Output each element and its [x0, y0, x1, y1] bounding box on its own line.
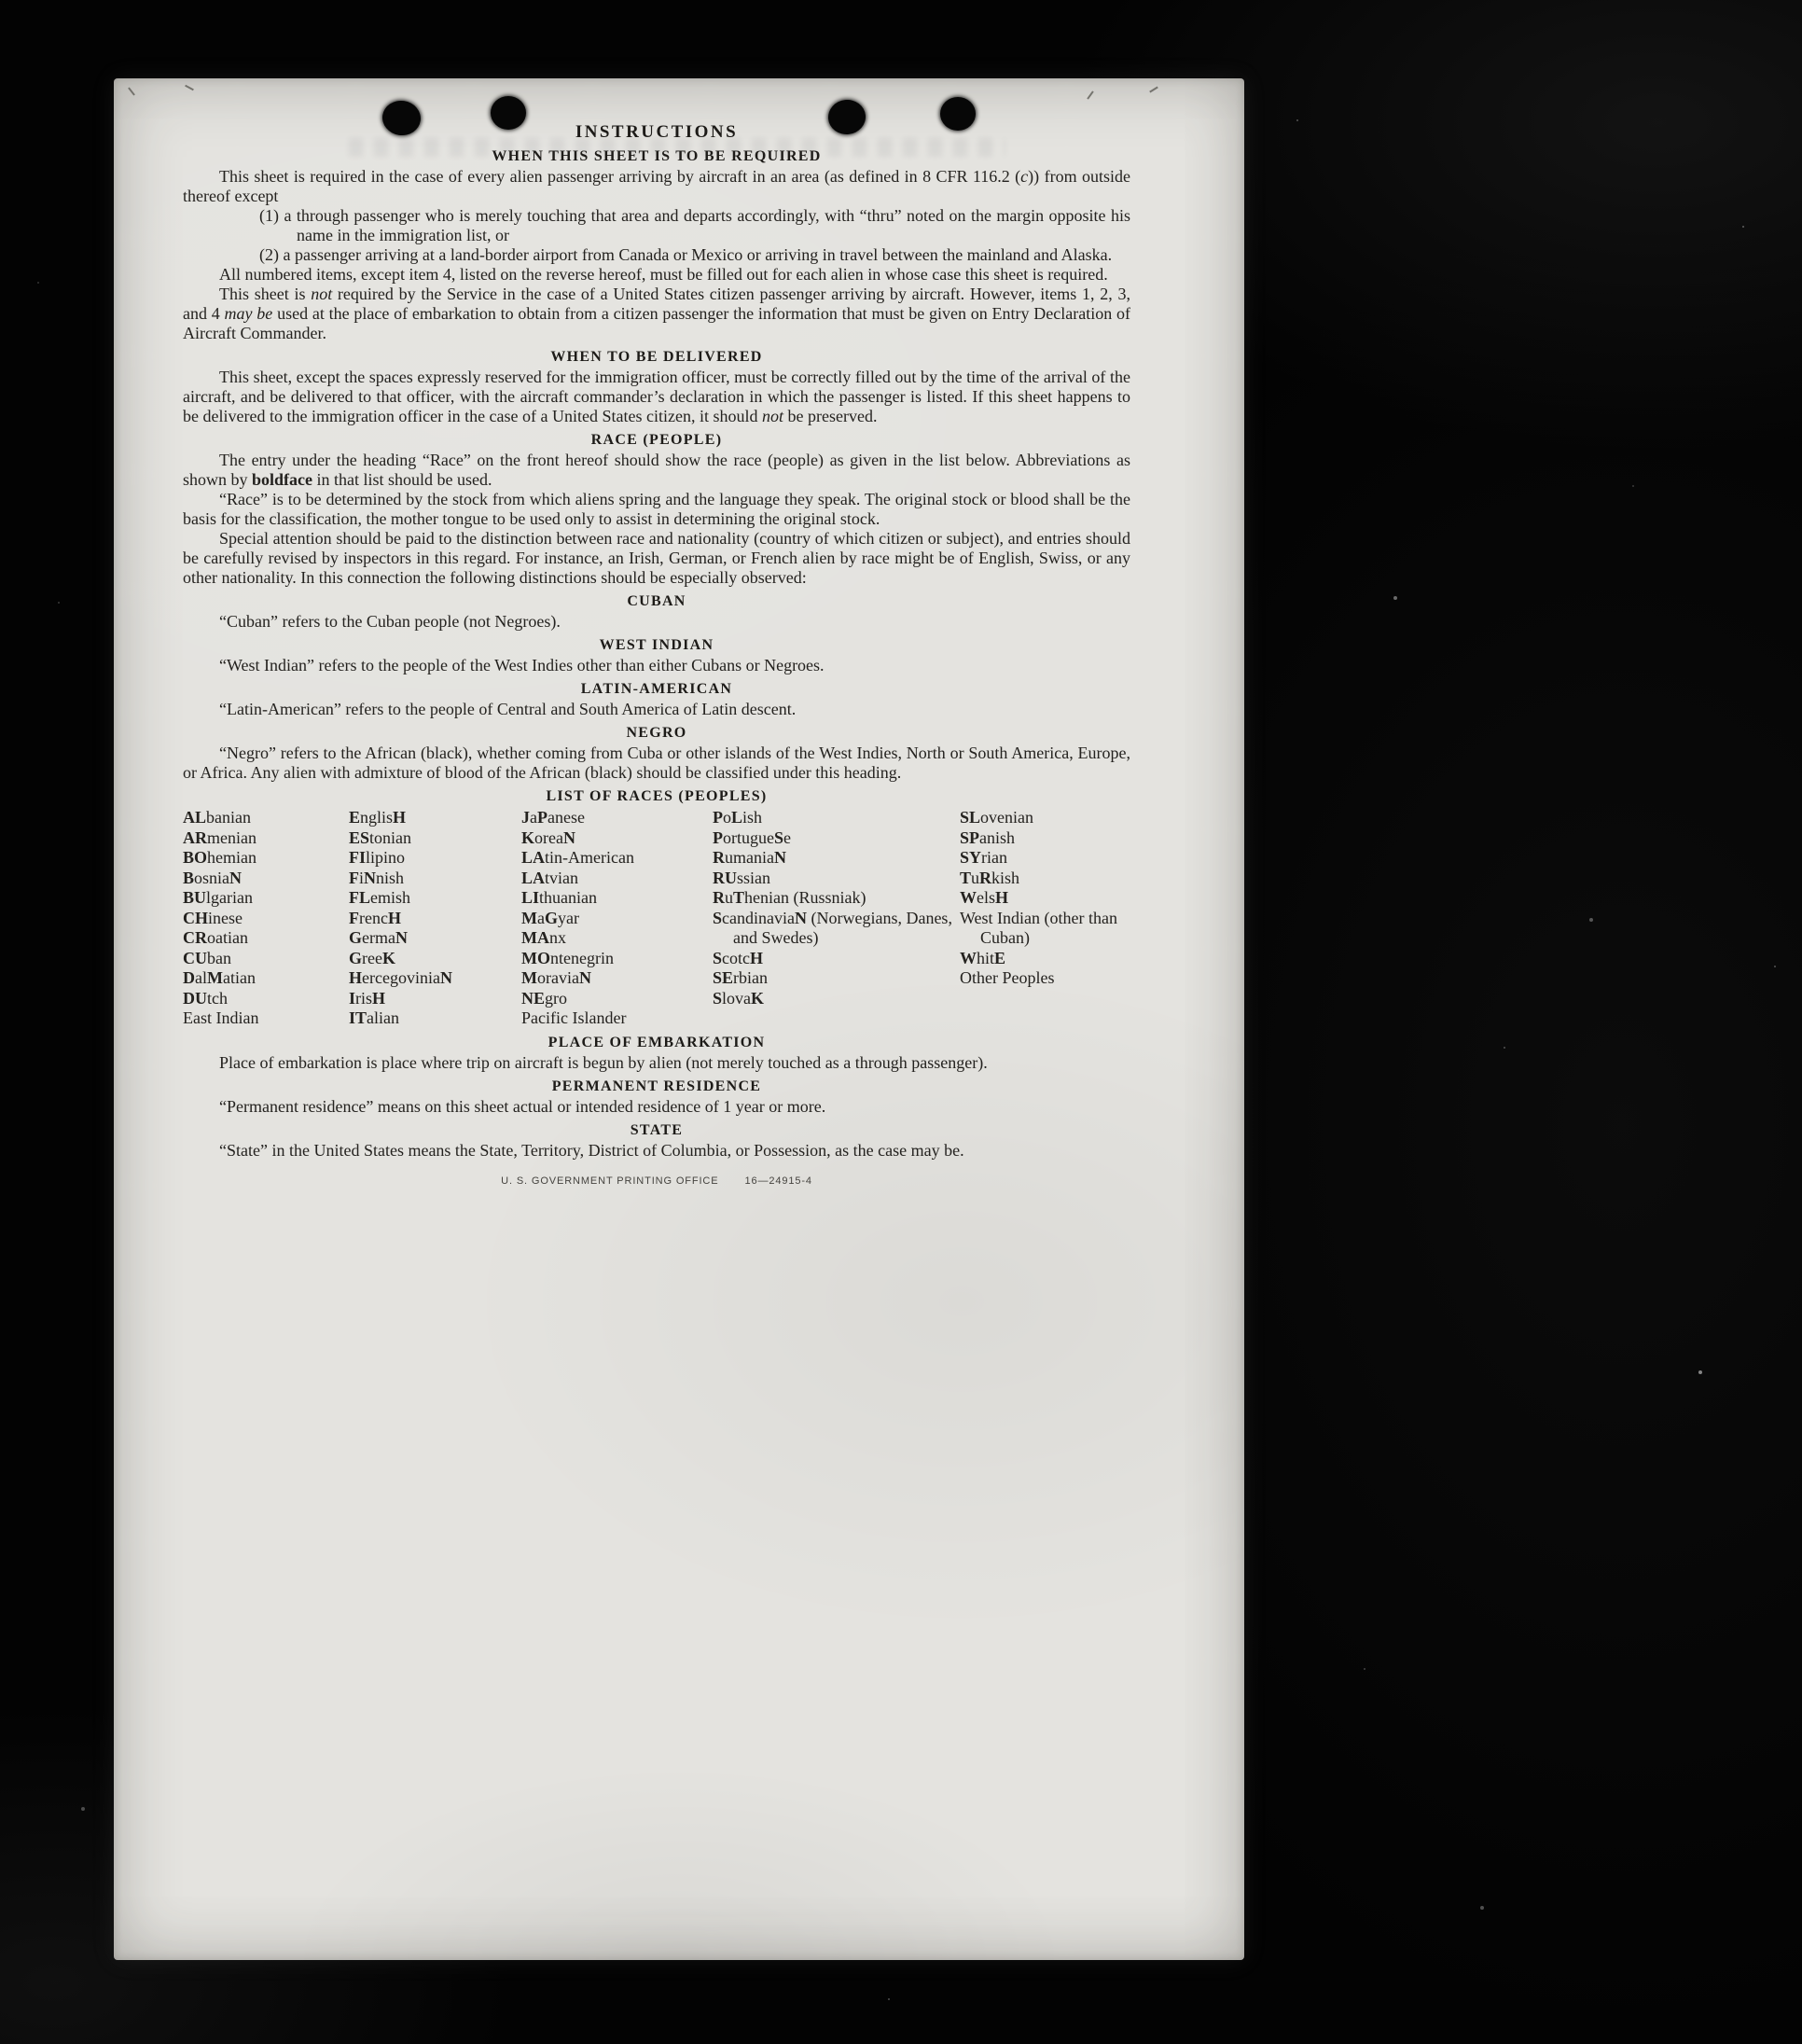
race-item: KoreaN: [521, 827, 575, 847]
race-item: SErbian: [713, 968, 769, 987]
race-item: Pacific Islander: [521, 1008, 627, 1027]
race-item: SYrian: [960, 848, 1007, 867]
race-item: DUtch: [183, 988, 228, 1008]
race-item: ALbanian: [183, 808, 251, 827]
paragraph: “State” in the United States means the State, Territory, District of Columbia, or Possession, as the case may be.: [219, 1140, 964, 1160]
document-sections: [183, 147, 1130, 1161]
race-item: ScotcH: [713, 948, 764, 967]
race-item: LIthuanian: [521, 888, 597, 907]
section-heading: PERMANENT RESIDENCE: [551, 1078, 762, 1094]
race-item: BUlgarian: [183, 888, 253, 907]
race-item: FrencH: [349, 908, 401, 927]
race-column: [349, 808, 521, 1029]
race-item: SlovaK: [713, 988, 765, 1008]
race-item: ITalian: [349, 1008, 399, 1027]
pen-mark: [1149, 87, 1158, 93]
race-item: SPanish: [960, 827, 1016, 847]
paragraph: “Negro” refers to the African (black), whether coming from Cuba or other islands of the West Indies, North or South America, Europe, or Africa. Any alien with admixture of blood of the African (black) should be classified under this heading.: [183, 744, 1130, 782]
race-item: NEgro: [521, 988, 568, 1008]
race-column: [521, 808, 713, 1029]
race-item: CHinese: [183, 908, 243, 927]
race-item: DalMatian: [183, 968, 256, 987]
race-item: EnglisH: [349, 808, 407, 827]
race-column: [183, 808, 349, 1029]
race-item: WhitE: [960, 948, 1006, 967]
race-item: East Indian: [183, 1008, 259, 1027]
race-item: JaPanese: [521, 808, 585, 827]
race-item: SLovenian: [960, 808, 1034, 827]
section-heading: WEST INDIAN: [599, 637, 714, 653]
race-list: [183, 808, 1130, 1029]
document-content: [183, 121, 1130, 1191]
paragraph: The entry under the heading “Race” on the front hereof should show the race (people) as given in the list below. Abbreviations as shown by boldface in that list should be used.: [183, 451, 1130, 489]
print-code-text: 16—24915-4: [744, 1175, 812, 1187]
numbered-item: (2) a passenger arriving at a land-border airport from Canada or Mexico or arriving in travel between the mainland and Alaska.: [259, 245, 1113, 264]
section-heading: RACE (PEOPLE): [590, 432, 723, 448]
section-heading: WHEN THIS SHEET IS TO BE REQUIRED: [492, 148, 822, 164]
pen-mark: [185, 85, 194, 90]
race-item: FIlipino: [349, 848, 406, 867]
race-item: LAtvian: [521, 868, 579, 887]
paragraph: All numbered items, except item 4, listed on the reverse hereof, must be filled out for each alien in whose case this sheet is required.: [219, 265, 1108, 284]
race-item: PoLish: [713, 808, 763, 827]
race-item: FiNnish: [349, 868, 405, 887]
paragraph: “Cuban” refers to the Cuban people (not Negroes).: [219, 612, 561, 631]
paragraph: Special attention should be paid to the distinction between race and nationality (country of which citizen or subject), and entries should be carefully revised by inspectors in this regard. For instance, an Irish, German, or French alien by race might be of English, Swiss, or any other nationality. In this connection the following distinctions should be especially observed:: [183, 529, 1130, 587]
paragraph: “Race” is to be determined by the stock from which aliens spring and the language they speak. The original stock or blood shall be the basis for the classification, the mother tongue to be used only to assist in determining the original stock.: [183, 490, 1130, 528]
page-title: INSTRUCTIONS: [575, 122, 739, 142]
race-item: FLemish: [349, 888, 411, 907]
race-item: ARmenian: [183, 827, 256, 847]
section-heading: LIST OF RACES (PEOPLES): [546, 788, 768, 804]
paragraph: This sheet is required in the case of every alien passenger arriving by aircraft in an area (as defined in 8 CFR 116.2 (c)) from outside thereof except: [183, 167, 1130, 205]
paragraph: “Latin-American” refers to the people of Central and South America of Latin descent.: [219, 700, 797, 718]
race-item: MoraviaN: [521, 968, 591, 987]
paragraph: “West Indian” refers to the people of the West Indies other than either Cubans or Negroes.: [219, 656, 825, 674]
section-heading: CUBAN: [627, 593, 686, 609]
section-heading: WHEN TO BE DELIVERED: [550, 349, 763, 365]
race-column: [713, 808, 960, 1029]
printing-office-text: U. S. GOVERNMENT PRINTING OFFICE: [501, 1175, 719, 1187]
race-item: GermaN: [349, 928, 408, 947]
race-item: CUban: [183, 948, 231, 967]
section-heading: LATIN-AMERICAN: [580, 681, 733, 697]
pen-mark: [1087, 90, 1093, 99]
race-item: RUssian: [713, 868, 770, 887]
race-item: MaGyar: [521, 908, 579, 927]
race-item: West Indian (other than Cuban): [960, 908, 1117, 947]
race-item: EStonian: [349, 827, 412, 847]
race-item: Other Peoples: [960, 968, 1055, 987]
printing-office-footer: [183, 1172, 1130, 1191]
race-item: LAtin-American: [521, 848, 634, 867]
paragraph: This sheet, except the spaces expressly reserved for the immigration officer, must be correctly filled out by the time of the arrival of the aircraft, and be delivered to that officer, with the aircraft commander’s declaration in which the passenger is listed. If this sheet happens to be delivered to the immigration officer in the case of a United States citizen, it should not be preserved.: [183, 368, 1130, 425]
scan-noise-specks: [0, 0, 2, 2]
section-heading: NEGRO: [626, 725, 687, 741]
race-item: BOhemian: [183, 848, 256, 867]
race-column: [960, 808, 1130, 1029]
paragraph: “Permanent residence” means on this sheet actual or intended residence of 1 year or more.: [219, 1096, 826, 1116]
race-item: PortugueSe: [713, 827, 791, 847]
race-item: MAnx: [521, 928, 566, 947]
numbered-item: (1) a through passenger who is merely touching that area and departs accordingly, with “thru” noted on the margin opposite his name in the immigration list, or: [259, 206, 1130, 244]
paragraph: This sheet is not required by the Service in the case of a United States citizen passenger arriving by aircraft. However, items 1, 2, 3, and 4 may be used at the place of embarkation to obtain from a citizen passenger the information that must be given on Entry Declaration of Aircraft Commander.: [183, 285, 1131, 342]
race-item: ScandinaviaN (Norwegians, Danes, and Swedes): [713, 908, 952, 947]
race-item: WelsH: [960, 888, 1009, 907]
paragraph: Place of embarkation is place where trip on aircraft is begun by alien (not merely touched as a through passenger).: [219, 1052, 988, 1072]
race-item: IrisH: [349, 988, 386, 1008]
race-item: CRoatian: [183, 928, 248, 947]
document-page: [114, 78, 1244, 1960]
pen-mark: [128, 87, 135, 95]
race-item: RuThenian (Russniak): [713, 888, 866, 907]
race-item: HercegoviniaN: [349, 968, 452, 987]
section-heading: STATE: [630, 1121, 684, 1138]
race-item: MOntenegrin: [521, 948, 614, 967]
race-item: BosniaN: [183, 868, 243, 887]
race-item: GreeK: [349, 948, 396, 967]
race-item: TuRkish: [960, 868, 1020, 887]
section-heading: PLACE OF EMBARKATION: [548, 1034, 766, 1050]
race-item: RumaniaN: [713, 848, 786, 867]
